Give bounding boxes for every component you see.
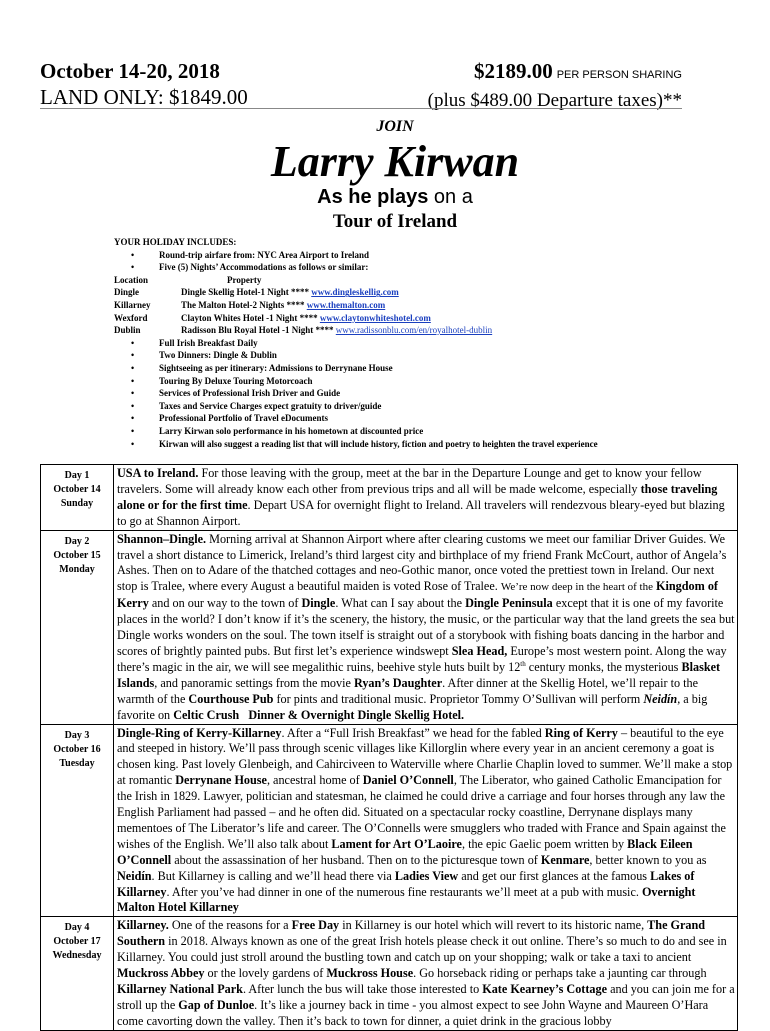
list-item: • Sightseeing as per itinerary: Admissions to Derrynane House: [114, 362, 734, 375]
land-only-price: LAND ONLY: $1849.00: [40, 85, 248, 109]
price-amount: $2189.00: [473, 59, 553, 83]
day-heading: Shannon–Dingle.: [117, 531, 207, 546]
hotel-link[interactable]: www.themalton.com: [306, 299, 386, 310]
text-run-bold: Courthouse Pub: [188, 691, 274, 706]
text-run: . After dinner at the Skellig Hotel, we’ll repair to the warmth of the: [117, 675, 698, 706]
holiday-includes: [114, 236, 734, 450]
text-run: for pints and traditional music. Proprietor Tommy O’Sullivan will perform: [273, 691, 644, 706]
accommodation-header: [114, 274, 734, 287]
tour-price: [428, 58, 682, 88]
text-run: [239, 708, 248, 722]
text-run: century monks, the mysterious: [525, 659, 682, 674]
text-run-bold: Overnight Malton Hotel Killarney: [117, 884, 696, 915]
day-description: [114, 917, 738, 1030]
text-run: . After you’ve had dinner in one of the numerous fine restaurants we’ll meet at a pub with music.: [166, 884, 642, 899]
hotel-link[interactable]: www.radissonblu.com/en/royalhotel-dublin: [335, 325, 493, 336]
plays-rest: on a: [433, 186, 473, 208]
day-cell: [41, 724, 114, 917]
day-weekday: Monday: [59, 563, 95, 575]
text-run-bold-italic: Neidín: [643, 691, 678, 706]
day-date: October 16: [53, 743, 101, 755]
text-run-bold: Black Eileen O’Connell: [117, 836, 693, 867]
day-date: October 15: [53, 549, 101, 561]
accommodation-location: Dublin: [114, 325, 141, 336]
text-run: Europe’s most western point. Along the way there’s magic in the air, we will see megalithic ruins, beehive style huts built by 12: [117, 643, 727, 674]
list-item: • Round-trip airfare from: NYC Area Airport to Ireland: [114, 249, 734, 262]
header-divider: [40, 108, 682, 109]
day-number: Day 3: [64, 729, 90, 741]
text-run-bold: Daniel O’Connell: [362, 773, 454, 788]
text-run-bold: Lakes of Killarney: [117, 868, 695, 899]
text-run-bold: Ladies View: [394, 868, 459, 883]
text-run: , The Liberator, who gained Catholic Emancipation for the Irish in 1829. Lawyer, politician and statesman, he claimed he could drive a carriage and four horses through any law the English Parliament had passed – and he often did. Situated on a spectacular rocky coastline, Derrynane displays many mementoes of The Liberator’s life and career. The O’Connells were smugglers who traded with France and Spain against the wishes of the English. We’ll also talk about: [117, 773, 726, 851]
day-weekday: Wednesday: [52, 950, 102, 962]
text-run: about the assassination of her husband. Then on to the picturesque town of: [171, 852, 541, 867]
header-right: [428, 58, 682, 114]
list-item: • Touring By Deluxe Touring Motorcoach: [114, 375, 734, 388]
text-run-bold: Ring of Kerry: [544, 725, 618, 740]
text-run: For those leaving with the group, meet at the bar in the Departure Lounge and get to know your fellow travelers. Some will already know each other from previous trips and all will be made welcome, especially: [117, 466, 702, 496]
itinerary-table: [40, 464, 738, 1031]
plays-subtitle: [0, 186, 770, 209]
accommodation-property: The Malton Hotel-2 Nights ****: [181, 299, 305, 310]
text-run: except that it is one of my favorite places in the world? I don’t know if it’s the scenery, the history, the music, or the particular way that the land greets the sea but Dingle works wonders on the soul. The town itself is straight out of a storybook with fishing boats dancing in the harbor and scores of brightly painted pubs. But first let’s experience windswept: [117, 596, 735, 658]
list-item: • Full Irish Breakfast Daily: [114, 337, 734, 350]
text-run-bold: Slea Head,: [451, 643, 508, 658]
text-run-bold: Gap of Dunloe: [178, 997, 255, 1012]
hotel-link[interactable]: www.dingleskellig.com: [311, 287, 399, 298]
text-run-bold: Celtic Crush: [173, 707, 240, 722]
artist-name: Larry Kirwan: [270, 137, 520, 186]
text-run-bold: Ryan’s Daughter: [353, 675, 443, 690]
day-number: Day 1: [64, 470, 90, 481]
list-item: • Taxes and Service Charges expect gratuity to driver/guide: [114, 400, 734, 413]
text-run: in 2018. Always known as one of the great Irish hotels please check it out online. There’s so much to do and see in Killarney. You could just stroll around the bustling town and catch up on your shopping; walk or take a taxi to ancient: [117, 934, 727, 965]
day-heading: Dingle-Ring of Kerry-Killarney: [117, 725, 282, 740]
day-date: October 17: [53, 936, 101, 948]
text-run: in Killarney is our hotel which will revert to its historic name,: [339, 918, 648, 933]
list-item: • Larry Kirwan solo performance in his hometown at discounted price: [114, 425, 734, 438]
text-run: . After a “Full Irish Breakfast” we head for the fabled: [281, 725, 545, 740]
text-run-bold: Muckross House: [326, 966, 414, 981]
accommodation-row: [114, 312, 734, 325]
accommodation-property: Radisson Blu Royal Hotel -1 Night ****: [181, 325, 334, 336]
text-run-bold: Derrynane House: [175, 773, 267, 788]
includes-heading: YOUR HOLIDAY INCLUDES:: [114, 237, 237, 247]
text-run-bold: Dingle: [301, 596, 336, 611]
text-run: , a big favorite on: [117, 691, 708, 722]
text-run-bold: Dingle Peninsula: [465, 596, 553, 611]
text-run: . What can I say about the: [335, 596, 466, 611]
accommodation-row: [114, 286, 734, 299]
join-heading: JOIN: [376, 118, 414, 135]
list-item: • Two Dinners: Dingle & Dublin: [114, 349, 734, 362]
text-run-bold: Muckross Abbey: [117, 966, 205, 981]
table-row: [41, 917, 738, 1030]
day-description: [114, 465, 738, 531]
text-run-bold: Killarney National Park: [117, 982, 243, 996]
price-note: PER PERSON SHARING: [556, 69, 682, 81]
text-run: or the lovely gardens of: [204, 966, 327, 981]
accommodation-location: Dingle: [114, 287, 140, 298]
text-run: , and panoramic settings from the movie: [154, 675, 354, 690]
accommodation-row: [114, 299, 734, 312]
text-run: and on our way to the town of: [148, 596, 302, 611]
text-run: One of the reasons for a: [168, 918, 292, 933]
includes-top-list: [114, 249, 734, 274]
list-item: • Professional Portfolio of Travel eDocuments: [114, 412, 734, 425]
text-run-bold: those traveling alone or for the first time: [117, 481, 718, 512]
day-date: October 14: [53, 484, 101, 495]
day-cell: [41, 530, 114, 724]
text-run-bold: The Grand Southern: [117, 918, 706, 949]
header-left: [40, 58, 248, 110]
text-run: . Go horseback riding or perhaps take a jaunting car through: [413, 966, 707, 981]
property-column-header: Property: [227, 274, 262, 285]
text-run-bold: Lament for Art O’Laoire: [331, 836, 462, 851]
list-item: • Five (5) Nights’ Accommodations as follows or similar:: [114, 261, 734, 274]
accommodation-property: Dingle Skellig Hotel-1 Night ****: [181, 287, 309, 298]
list-item: • Services of Professional Irish Driver and Guide: [114, 387, 734, 400]
day-weekday: Tuesday: [59, 757, 95, 769]
day-heading: Killarney.: [117, 918, 169, 933]
text-run: We’re now deep in the heart of the: [500, 581, 653, 594]
departure-taxes: (plus $489.00 Departure taxes)**: [427, 90, 682, 111]
text-run-bold: Kate Kearney’s Cottage: [482, 982, 608, 996]
day-cell: [41, 917, 114, 1030]
text-run: , ancestral home of: [266, 773, 363, 788]
superscript: th: [520, 659, 526, 668]
text-run: Morning arrival at Shannon Airport where after clearing customs we meet our familiar Driver Guides. We travel a short distance to Limerick, Ireland’s third largest city and birthplace of my friend Frank McCourt, author of Angela’s Ashes. Then on to Adare of the thatched cottages and neo-Gothic manor, once voted the prettiest town in Ireland. Our next stop is Tralee, where every August a beautiful maiden is voted Rose of Tralee.: [117, 531, 727, 594]
accommodation-row: [114, 324, 734, 337]
tour-title: Tour of Ireland: [332, 211, 458, 232]
text-run: . After lunch the bus will take those interested to: [242, 982, 483, 996]
text-run: and you can join me for a stroll up the: [117, 982, 735, 1012]
day-weekday: Sunday: [60, 498, 94, 509]
text-run: . Depart USA for overnight flight to Ireland. All travelers will rendezvous bleary-eyed but blazing to go at Shannon Airport.: [117, 497, 725, 528]
table-row: [41, 724, 738, 917]
text-run: and get our first glances at the famous: [458, 868, 651, 883]
text-run: , the epic Gaelic poem written by: [461, 836, 628, 851]
text-run: , better known to you as: [589, 852, 707, 867]
table-row: [41, 465, 738, 531]
text-run-bold: Neidín: [117, 868, 152, 883]
text-run-bold: Free Day: [291, 918, 340, 933]
text-run-bold: Dinner & Overnight Dingle Skellig Hotel.: [248, 707, 465, 722]
list-item: • Kirwan will also suggest a reading list that will include history, fiction and poetry to heighten the travel experience: [114, 438, 734, 451]
location-column-header: Location: [114, 274, 149, 285]
day-heading: USA to Ireland.: [117, 466, 199, 480]
text-run: – beautiful to the eye and steeped in history. We’ll pass through scenic villages like Killorglin where every year in an ancient ceremony a goat is chosen king. Past lovely Glenbeigh, and Cahirciveen to Waterville where Charlie Chaplin loved to summer. We’ll make a stop at romantic: [117, 725, 733, 788]
accommodation-location: Killarney: [114, 299, 151, 310]
day-cell: [41, 465, 114, 531]
text-run-bold: Kenmare: [540, 852, 590, 867]
day-description: [114, 530, 738, 724]
hotel-link[interactable]: www.claytonwhiteshotel.com: [319, 312, 431, 323]
accommodation-property: Clayton Whites Hotel -1 Night ****: [181, 312, 318, 323]
text-run: . But Killarney is calling and we’ll head there via: [151, 868, 395, 883]
table-row: [41, 530, 738, 724]
day-description: [114, 724, 738, 917]
text-run: . It’s like a journey back in time - you almost expect to see John Wayne and Maureen O’Hara come cavorting down the valley. Then it’s back to town for dinner, a quiet drink in the gracious lobby: [117, 997, 709, 1028]
text-run-bold: Blasket Islands: [117, 659, 721, 690]
plays-bold: As he plays: [317, 186, 429, 208]
day-number: Day 2: [64, 535, 90, 547]
tour-dates: October 14-20, 2018: [40, 59, 220, 83]
day-number: Day 4: [64, 922, 90, 934]
accommodation-location: Wexford: [114, 312, 148, 323]
text-run-bold: Kingdom of Kerry: [117, 579, 718, 611]
includes-list: [114, 337, 734, 450]
